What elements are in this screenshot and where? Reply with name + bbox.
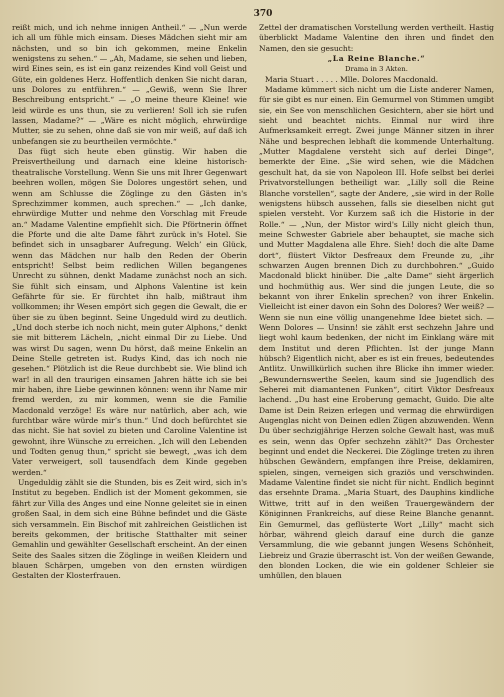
- text-columns: [12, 23, 494, 582]
- page-number: 370: [253, 9, 273, 19]
- right-paragraph-1: Zettel der dramatischen Vorstellung werden vertheilt. Hastig überblickt Madame Valentine den ihren und findet den Namen, den sie gesucht:: [259, 23, 494, 53]
- role-line: Maria Stuart . . . . . Mlle. Dolores Macdonald.: [265, 74, 439, 84]
- left-column: [12, 23, 247, 582]
- play-title: „La Reine Blanche.“: [327, 54, 426, 64]
- right-column: [259, 23, 494, 582]
- right-paragraph-2: Madame kümmert sich nicht um die Liste anderer Namen, für sie gibt es nur einen. Ein Gemurmel von Stimmen umgibt sie, ein See von menschlichen Gesichtern, aber sie hört und sieht und beachtet nichts. Einmal nur wird ihre Aufmerksamkeit erregt. Zwei junge Männer sitzen in ihrer Nähe und besprechen lebhaft die kommende Unterhaltung. „Mutter Magdalene versteht sich auf derlei Dinge“, bemerkte der Eine. „Sie wird sehen, wie die Mädchen geschult hat, da sie von Napoleon III. Hofe selbst bei derlei Privatvorstellungen betheiligt war. „Lilly soll die Reine Blanche vorstellen“, sagte der Andere, „sie wird in der Rolle wenigstens hübsch aussehen, falls sie dieselben nicht gut spielen versteht. Vor Kurzem saß ich die Historie in der Rolle.“ — „Nun, der Mistor wird's Lilly nicht gleich thun, meine Schwester Gabriele aber behauptet, sie mache sich und Mutter Magdalena alle Ehre. Sieh! doch die alte Dame dort“, flüstert Viktor Desfreaux dem Freunde zu, „ihr schwarzen Augen brennen Dich zu durchbohren.“ „Guido Macdonald blickt hinüber. Die „alte Dame“ sieht ärgerlich und hochmüthig aus. Wer sind die jungen Leute, die so bekannt von ihrer Enkelin sprechen? von ihrer Enkelin. Vielleicht ist einer davon ein Sohn des Dolores? Wer weiß? — Wenn sie nun eine völlig unangenehme Idee bietet sich. — Wenn Dolores — Unsinn! sie zählt erst sechzehn Jahre und liegt wohl kaum bedenken, der nicht im Einklang wäre mit dem Institut und deren Pflichten. Ist der junge Mann hübsch? Eigentlich nicht, aber es ist ein freues, bedeutendes Antlitz. Unwillkürlich suchen ihre Blicke ihn immer wieder. „Bewundernswerthe Seelen, kaum sind sie Jugendlich des Seherei mit diamantenen Funken“, citirt Viktor Desfreaux lachend. „Du hast eine Eroberung gemacht, Guido. Die alte Dame ist Dein Reizen erlegen und vermag die ehrwürdigen Augenglas nicht von Deinen edlen Zügen abzuwenden. Wenn Du über sechzigjährige Herzen solche Gewalt hast, was muß es sein, wenn das Opfer sechzehn zählt?“ Das Orchester beginnt und endet die Neckerei. Die Zöglinge treten zu ihren hübschen Gewändern, empfangen ihre Preise, deklamiren, spielen, singen, verneigen sich graziös und verschwinden. Madame Valentine findet sie nicht für nicht. Endlich beginnt das ersehnte Drama. „Maria Stuart, des Dauphins kindliche Wittwe, tritt auf in den weißen Trauergewändern der Königinnen Frankreichs, auf diese Reine Blanche genannt. Ein Gemurmel, das geflüsterte Wort „Lilly“ macht sich hörbar, während gleich darauf eine durch die ganze Versammlung, die wie gebannt jungen Wesens Schönheit, Liebreiz und Grazie überrascht ist. Von der weißen Gewande, den blonden Locken, die wie ein goldener Schleier sie umhüllen, den blauen: [259, 85, 494, 581]
- left-paragraph-1: reißt mich, und ich nehme innigen Antheil.“ — „Nun werde ich all um fühle mich einsam. Dieses Mädchen sieht mir am nächsten, und so bin ich gekommen, meine Enkelin wenigstens zu sehen.“ — „Ah, Madame, sie sehen und lieben, wird Eines sein, es ist ein ganz reizendes Kind voll Geist und Güte, ein goldenes Herz. Hoffentlich denken Sie nicht daran, uns Dolores zu entführen.“ — „Gewiß, wenn Sie Ihrer Beschreibung entspricht.“ — „O meine theure Kleine! wie leid würde es uns thun, sie zu verlieren! Soll ich sie rufen lassen, Madame?“ — „Wäre es nicht möglich, ehrwürdige Mutter, sie zu sehen, ohne daß sie von mir weiß, auf daß ich unbefangen sie zu beurtheilen vermöchte.“: [12, 23, 247, 146]
- left-paragraph-3: Ungeduldig zählt sie die Stunden, bis es Zeit wird, sich in's Institut zu begeben. Endlich ist der Moment gekommen, sie fährt zur Villa des Anges und eine Nonne geleitet sie in einen großen Saal, in dem sich eine Bühne befindet und die Gäste sich versammeln. Ein Bischof mit zahlreichen Geistlichen ist bereits gekommen, der britische Statthalter mit seiner Gemahlin und gewählter Gesellschaft erscheint. An der einen Seite des Saales sitzen die Zöglinge in weißen Kleidern und blauen Schärpen, umgeben von den ernsten würdigen Gestalten der Klosterfrauen.: [12, 478, 247, 581]
- left-paragraph-2: Das fügt sich heute eben günstig. Wir haben die Preisvertheilung und darnach eine kleine historisch-theatralische Vorstellung. Wenn Sie uns mit Ihrer Gegenwart beehren wollen, mögen Sie Dolores ungestört sehen, und wenn am Schlusse die Zöglinge zu den Gästen in's Sprechzimmer kommen, auch sprechen.“ — „Ich danke, ehrwürdige Mutter und nehme den Vorschlag mit Freude an.“ Madame Valentine empfiehlt sich. Die Pförtnerin öffnet die Pforte und die alte Dame fährt zurück in's Hotel. Sie befindet sich in unsagbarer Aufregung. Welch’ ein Glück, wenn das Mädchen nur halb den Reden der Oberin entspricht! Selbst beim redlichen Willen begangenes Unrecht zu sühnen, denkt Madame zunächst noch an sich. Sie fühlt sich einsam, und Alphons Valentine ist kein Gefährte für sie. Er fürchtet ihn halb, mißtraut ihm vollkommen; ihr Wesen empört sich gegen die Gewalt, die er über sie zu üben beginnt. Seine Ungeduld wird zu deutlich. „Und doch sterbe ich noch nicht, mein guter Alphons,“ denkt sie mit bitterem Lächeln, „nicht einmal Dir zu Liebe. Und was wirst Du sagen, wenn Du hörst, daß meine Enkelin an Deine Stelle getreten ist. Rudys Kind, das ich noch nie gesehen.“ Plötzlich ist die Reue durchbebt sie. Wie blind ich war! in all den traurigen einsamen Jahren hätte ich sie bei mir haben, ihre Liebe gewinnen können: wenn ihr Name mir fremd werden, zu mir kommen, wenn sie die Familie Macdonald verzöge! Es wäre nur natürlich, aber ach, wie furchtbar wäre würde mir’s thun.“ Und doch befürchtet sie das nicht. Sie hat soviel zu bieten und Caroline Valentine ist gewohnt, ihre Wünsche zu erreichen. „Ich will den Lebenden und Todten genug thun,“ spricht sie bewegt, „was ich dem Vater verweigert, soll tausendfach dem Kinde gegeben werden.“: [12, 147, 247, 477]
- play-subtitle: Drama in 3 Akten.: [345, 65, 408, 74]
